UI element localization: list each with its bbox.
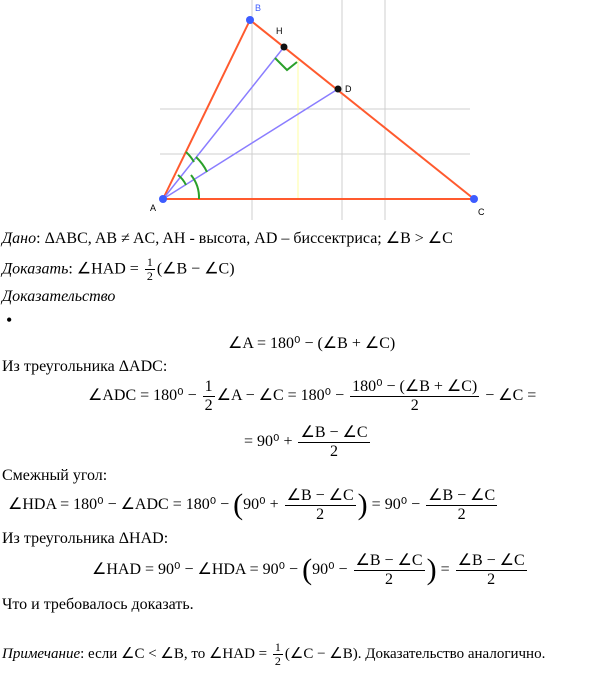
eq2-fraction-1: $\frac{1}{2}$ [204, 378, 213, 414]
bullet: • [6, 310, 13, 330]
note-label: Примечание [2, 646, 81, 663]
given-text: : ΔABC, AB ≠ AC, AH - высота, AD – биссектриса; ∠B > ∠C [36, 230, 453, 247]
equation-1: ∠A = 180⁰ − (∠B + ∠C) [228, 335, 396, 352]
from-adc-label: Из треугольника ΔADC: [2, 358, 168, 375]
note-fraction: $\frac{1}{2}$ [274, 640, 281, 669]
label-d: D [345, 84, 352, 94]
proof-label: Доказательство [2, 288, 116, 305]
eq4-fraction-1: $\frac{\angle B - \angle C}{2}$ [286, 487, 354, 523]
given-line [2, 228, 453, 248]
from-had-label: Из треугольника ΔHAD: [2, 530, 169, 547]
point-a [159, 195, 167, 203]
eq4-fraction-2: $\frac{\angle B - \angle C}{2}$ [428, 487, 496, 523]
equation-4: ∠HDA = 180⁰ − ∠ADC = 180⁰ − (90⁰ + $\frac{\angle B - \angle C}{2}$ ) = 90⁰ − $\frac{\angle B - \angle C}{2}$ [8, 487, 496, 523]
eq5-fraction-1: $\frac{\angle B - \angle C}{2}$ [355, 552, 423, 588]
eq3-fraction: $\frac{\angle B - \angle C}{2}$ [300, 424, 368, 460]
label-h: H [276, 26, 283, 36]
label-b: B [255, 3, 262, 13]
equation-3: = 90⁰ + $\frac{\angle B - \angle C}{2}$ [244, 424, 368, 460]
eq2-fraction-2: $\frac{\text{180⁰ − (∠B + ∠C)}}{2}$ [352, 378, 478, 414]
prove-fraction: $\frac{1}{2}$ [146, 255, 153, 284]
right-angle-mark [275, 58, 297, 70]
adjacent-angle-label: Смежный угол: [2, 467, 108, 484]
point-d [335, 86, 342, 93]
given-label: Дано [2, 230, 37, 247]
prove-lhs: : ∠HAD = [68, 260, 143, 278]
eq5-fraction-2: $\frac{\angle B - \angle C}{2}$ [457, 552, 525, 588]
note-line: Примечание: если ∠C < ∠B, то ∠HAD = $\frac{1}{2}$ (∠C − ∠B). Доказательство аналогично. [2, 640, 546, 669]
point-c [470, 195, 478, 203]
label-c: C [478, 207, 485, 217]
prove-line [2, 256, 235, 283]
prove-label: Доказать [2, 260, 69, 278]
triangle-figure [0, 0, 600, 220]
equation-5: ∠HAD = 90⁰ − ∠HDA = 90⁰ − (90⁰ − $\frac{\angle B - \angle C}{2}$ ) = $\frac{\angle B - \angle C}{2}$ [92, 552, 525, 588]
qed-line: Что и требовалось доказать. [2, 596, 194, 613]
point-b [246, 16, 254, 24]
label-a: A [150, 203, 157, 213]
equation-2: ∠ADC = 180⁰ − $\frac{1}{2}$ ∠A − ∠C = 180⁰ − $\frac{\text{180⁰ − (∠B + ∠C)}}{2}$ − ∠C = [88, 378, 537, 414]
altitude-ah [163, 47, 284, 199]
point-h [281, 44, 288, 51]
prove-rhs: (∠B − ∠C) [156, 260, 235, 278]
